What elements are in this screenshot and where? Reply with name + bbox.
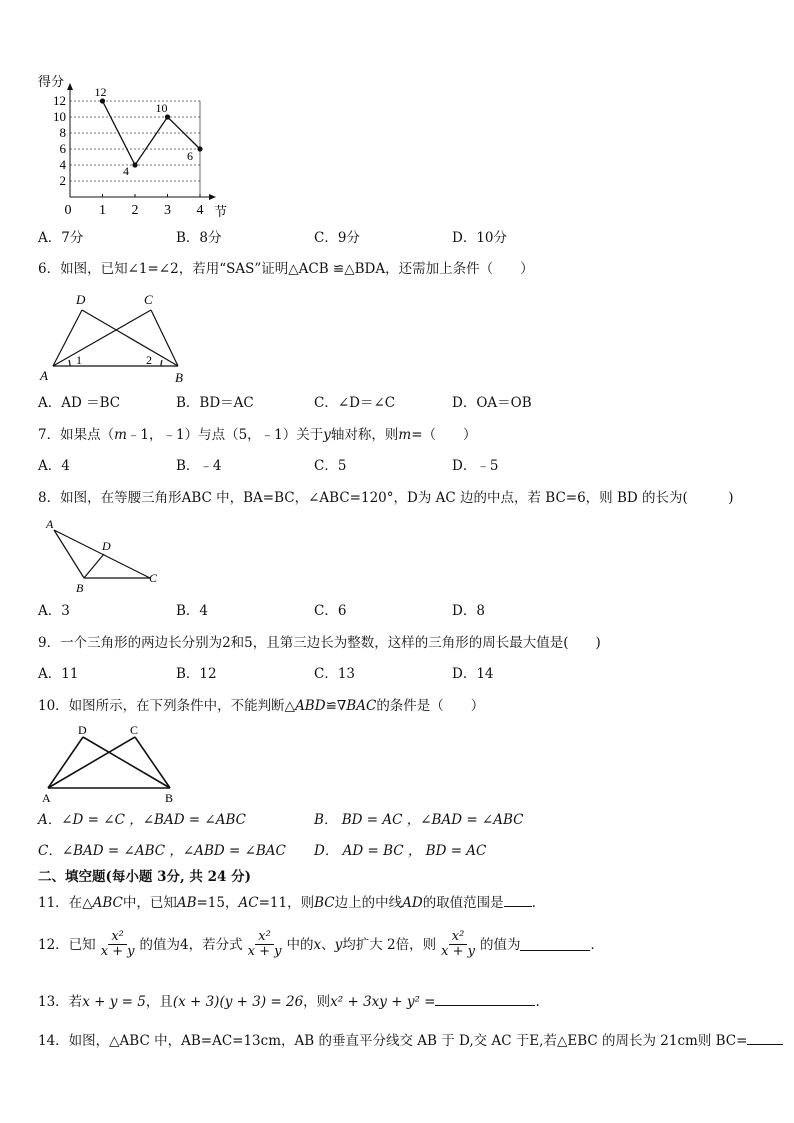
q5-option-c[interactable]: C．9分	[314, 230, 360, 246]
q8-figure	[38, 514, 168, 594]
data-point-4	[197, 146, 202, 151]
q6-label-d: D	[76, 292, 86, 307]
x-tick-label-2: 2	[131, 203, 139, 218]
q6-option-b[interactable]: B．BD＝AC	[176, 395, 254, 411]
q10-option-a[interactable]: A．∠D = ∠C ，∠BAD = ∠ABC	[38, 812, 246, 828]
q8-option-b[interactable]: B．4	[176, 603, 209, 619]
q6-label-2: 2	[146, 353, 152, 367]
q9-option-d[interactable]: D．14	[452, 666, 494, 682]
score-line-chart	[30, 70, 240, 220]
q8-label-c: C	[149, 571, 158, 585]
q12-fraction-2: $\frac{\text{x²}}{x + y}$	[247, 929, 282, 959]
q6-label-b: B	[175, 370, 183, 385]
y-tick-label-10: 10	[53, 109, 66, 124]
q8-label-a: A	[46, 517, 54, 531]
x-axis-arrow	[209, 194, 216, 200]
q6-stem: 6．如图，已知∠1=∠2，若用“SAS”证明△ACB ≌△BDA，还需加上条件（ ）	[38, 261, 534, 277]
q8-option-d[interactable]: D．8	[452, 603, 485, 619]
data-point-3	[165, 114, 170, 119]
q5-option-a[interactable]: A．7分	[38, 230, 84, 246]
data-label-3: 10	[155, 101, 168, 115]
q6-option-d[interactable]: D．OA＝OB	[452, 395, 532, 411]
y-tick-label-12: 12	[53, 93, 66, 108]
x-tick-label-4: 4	[196, 203, 204, 218]
q8-option-c[interactable]: C．6	[314, 603, 347, 619]
chart-data-labels	[95, 85, 194, 178]
q9-stem: 9．一个三角形的两边长分别为2和5，且第三边长为整数，这样的三角形的周长最大值是( )	[38, 635, 601, 651]
q12-fraction-3: $\frac{\text{x²}}{x + y}$	[441, 929, 475, 959]
q10-stem: 10．如图所示，在下列条件中，不能判断△ABD≌∇BAC的条件是（ ）	[38, 698, 485, 714]
data-label-4: 6	[187, 149, 193, 163]
q6-label-c: C	[144, 292, 153, 307]
data-point-1	[100, 98, 105, 103]
data-label-1: 12	[94, 85, 107, 99]
q8-label-b: B	[76, 581, 84, 594]
q5-option-b[interactable]: B．8分	[176, 230, 222, 246]
q10-option-c[interactable]: C．∠BAD = ∠ABC ，∠ABD = ∠BAC	[38, 843, 286, 859]
q7-option-a[interactable]: A．4	[38, 458, 70, 474]
q10-label-a: A	[42, 791, 51, 805]
q10-label-d: D	[78, 723, 87, 737]
y-tick-label-2: 2	[59, 173, 66, 188]
q10-label-c: C	[130, 723, 139, 737]
q5-option-d[interactable]: D．10分	[452, 230, 508, 246]
q12-stem: 12．已知 $\frac{\text{x²}}{x + y}$ 的值为4，若分式 $\frac{\text{x²}}{x + y}$ 中的 x 、 y 均扩大 2倍，则 $\frac{\text{x²}}{x + y}$ 的值为 ．	[38, 929, 604, 959]
q10-label-b: B	[165, 791, 174, 805]
q6-option-c[interactable]: C．∠D＝∠C	[314, 395, 396, 411]
q7-option-d[interactable]: D．﹣5	[452, 458, 499, 474]
chart-axes	[67, 83, 216, 200]
data-point-2	[132, 162, 137, 167]
x-tick-label-0: 0	[64, 203, 72, 218]
q10-option-d[interactable]: D． AD = BC ， BD = AC	[314, 843, 487, 859]
x-tick-label-3: 3	[164, 203, 171, 218]
q12-fraction-1: $\frac{\text{x²}}{x + y}$	[100, 929, 135, 959]
q7-stem: 7．如果点（m﹣1，﹣1）与点（5，﹣1）关于y轴对称，则m=（ ）	[38, 427, 477, 443]
y-tick-label-6: 6	[59, 141, 66, 156]
q8-option-a[interactable]: A．3	[38, 603, 70, 619]
q9-option-b[interactable]: B．12	[176, 666, 217, 682]
x-tick-label-1: 1	[99, 203, 106, 218]
section-2-title: 二、填空题(每小题 3分, 共 24 分)	[38, 869, 251, 885]
q7-option-b[interactable]: B．﹣4	[176, 458, 222, 474]
q8-stem: 8．如图，在等腰三角形ABC 中，BA=BC，∠ABC=120°，D为 AC 边的中点，若 BC=6，则 BD 的长为( )	[38, 490, 734, 506]
q10-figure	[38, 722, 188, 806]
y-tick-label-8: 8	[59, 125, 66, 140]
q10-option-b[interactable]: B． BD = AC ，∠BAD = ∠ABC	[314, 812, 524, 828]
y-tick-label-4: 4	[59, 157, 66, 172]
q6-label-a: A	[40, 368, 48, 383]
q12-answer-blank[interactable]	[520, 938, 590, 951]
chart-grid	[70, 101, 200, 197]
chart-y-axis-label: 得分	[38, 74, 65, 89]
q6-figure	[38, 290, 198, 385]
q8-label-d: D	[102, 539, 111, 553]
data-label-2: 4	[123, 164, 129, 178]
q11-stem: 11．在△ABC中，已知AB=15，AC=11，则BC边上的中线AD的取值范围是 ．	[38, 895, 546, 911]
y-axis-arrow	[67, 83, 73, 90]
q13-answer-blank[interactable]	[435, 993, 535, 1006]
chart-ticks	[53, 93, 204, 218]
q11-answer-blank[interactable]	[504, 894, 532, 907]
q9-option-c[interactable]: C．13	[314, 666, 356, 682]
q14-stem: 14．如图，△ABC 中，AB=AC=13cm，AB 的垂直平分线交 AB 于 D,交 AC 于E,若△EBC 的周长为 21cm则 BC=	[38, 1032, 783, 1050]
q6-option-a[interactable]: A．AD ＝BC	[38, 395, 121, 411]
q9-option-a[interactable]: A．11	[38, 666, 79, 682]
q14-answer-blank[interactable]	[747, 1032, 783, 1045]
chart-x-axis-label: 节	[214, 204, 228, 219]
q6-label-1: 1	[76, 353, 82, 367]
q7-option-c[interactable]: C．5	[314, 458, 347, 474]
q13-stem: 13．若x + y = 5，且(x + 3)(y + 3) = 26，则x² + 3xy + y² = .	[38, 994, 540, 1010]
